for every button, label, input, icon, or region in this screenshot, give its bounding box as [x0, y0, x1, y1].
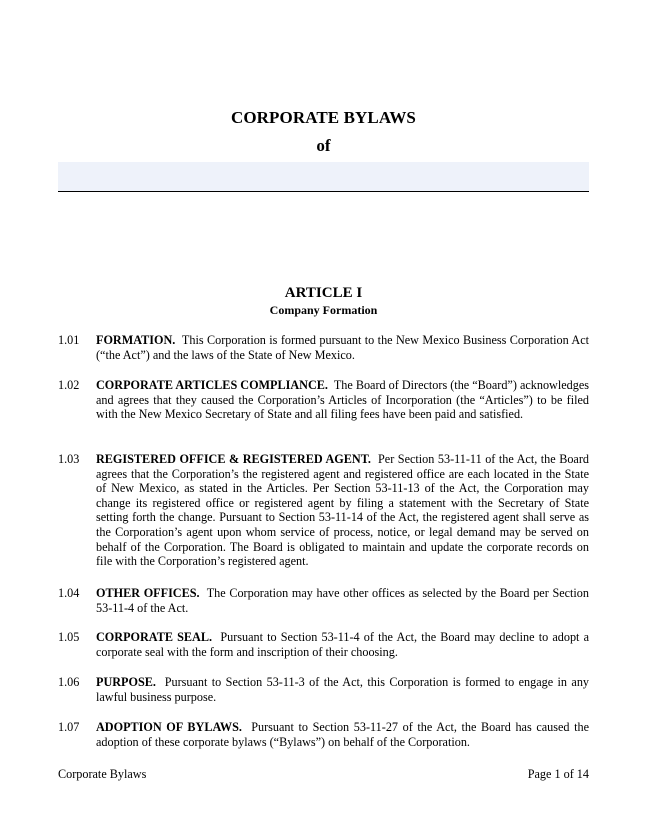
section-heading: OTHER OFFICES. [96, 586, 200, 600]
section-1-03 [58, 452, 589, 569]
section-1-06 [58, 675, 589, 704]
section-text: Per Section 53-11-11 of the Act, the Board agrees that the Corporation’s the registered agent and registered office are each located in the State of New Mexico, as stated in the Articles. Per Section 53-11-13 of the Act, the Corporation may change its registered office or registered agent by filing a statement with the Secretary of State setting forth the change. Pursuant to Section 53-11-14 of the Act, the registered agent shall serve as the Corporation’s agent upon whom service of process, notice, or legal demand may be served on behalf of the Corporation. The Board is obligated to maintain and update the corporate records on file with the Corporation’s registered agent. [96, 452, 589, 569]
section-1-05 [58, 630, 589, 659]
document-title: CORPORATE BYLAWS [230, 108, 416, 127]
section-number: 1.06 [58, 675, 80, 689]
section-number: 1.04 [58, 586, 80, 600]
section-heading: PURPOSE. [96, 675, 156, 689]
section-1-02 [58, 378, 589, 422]
section-text: The Corporation may have other offices as selected by the Board per Section 53-11-4 of the Act. [96, 586, 589, 615]
document-of-label: of [316, 136, 331, 155]
section-heading: ADOPTION OF BYLAWS. [96, 720, 242, 734]
section-number: 1.02 [58, 378, 80, 392]
section-number: 1.03 [58, 452, 80, 466]
corporation-name-field[interactable] [58, 162, 589, 192]
section-text: This Corporation is formed pursuant to the New Mexico Business Corporation Act (“the Act”) and the laws of the State of New Mexico. [96, 333, 589, 362]
section-number: 1.01 [58, 333, 80, 347]
section-1-01 [58, 333, 589, 362]
section-text: The Board of Directors (the “Board”) acknowledges and agrees that they caused the Corporation’s Articles of Incorporation (the “Articles”) to be filed with the New Mexico Secretary of State and all filing fees have been paid and satisfied. [96, 378, 589, 422]
section-1-07 [58, 720, 589, 749]
section-text: Pursuant to Section 53-11-27 of the Act, the Board has caused the adoption of these corporate bylaws (“Bylaws”) on behalf of the Corporation. [96, 720, 590, 749]
footer-document-name: Corporate Bylaws [58, 767, 147, 781]
section-number: 1.07 [58, 720, 80, 734]
section-heading: CORPORATE SEAL. [96, 630, 213, 644]
section-heading: REGISTERED OFFICE & REGISTERED AGENT. [96, 452, 371, 466]
section-1-04 [58, 586, 589, 615]
section-heading: CORPORATE ARTICLES COMPLIANCE. [96, 378, 328, 392]
section-number: 1.05 [58, 630, 80, 644]
section-text: Pursuant to Section 53-11-3 of the Act, this Corporation is formed to engage in any lawful business purpose. [96, 675, 590, 704]
article-subtitle: Company Formation [269, 303, 378, 317]
section-heading: FORMATION. [96, 333, 176, 347]
article-title: ARTICLE I [284, 285, 363, 301]
section-text: Pursuant to Section 53-11-4 of the Act, the Board may decline to adopt a corporate seal with the form and inscription of their choosing. [96, 630, 589, 659]
footer-page-number: Page 1 of 14 [527, 767, 589, 781]
